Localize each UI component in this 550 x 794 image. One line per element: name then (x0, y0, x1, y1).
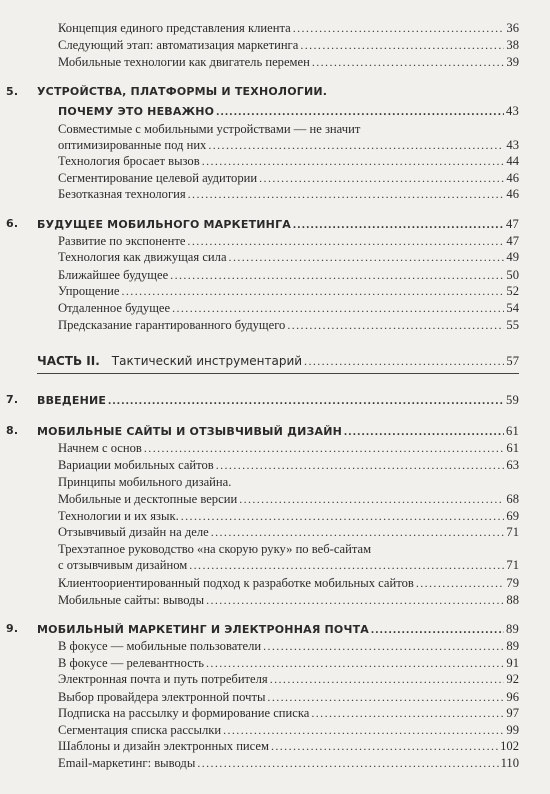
page-number: 89 (506, 639, 519, 653)
page-number: 57 (506, 354, 519, 368)
toc-entry-chap (6, 424, 519, 439)
toc-entry-sub (58, 593, 519, 608)
dot-leader (206, 593, 504, 608)
toc-entry-sub (58, 301, 519, 316)
toc-entry-title: МОБИЛЬНЫЕ САЙТЫ И ОТЗЫВЧИВЫЙ ДИЗАЙН (37, 425, 343, 438)
toc-entry-chap (6, 217, 519, 232)
dot-leader (122, 284, 505, 299)
toc-entry-title: Начнем с основ (58, 441, 142, 455)
dot-leader (188, 187, 505, 202)
toc-entry-part (37, 354, 519, 369)
toc-entry-title: В фокусе — мобильные пользователи (58, 639, 262, 653)
dot-leader (239, 492, 504, 507)
page-number: 88 (506, 593, 519, 607)
toc-entry-title: Безотказная технология (58, 187, 186, 201)
toc-entry-sub (58, 723, 519, 738)
toc-entry-sub (58, 441, 519, 456)
toc-entry-title: Клиентоориентированный подход к разработке мобильных сайтов (58, 576, 414, 590)
page-number: 97 (506, 706, 519, 720)
toc-entry-title: Совместимые с мобильными устройствами — не значит (58, 122, 361, 136)
page-number: 91 (506, 656, 519, 670)
page-number: 46 (506, 187, 519, 201)
dot-leader (270, 672, 505, 687)
dot-leader (206, 656, 504, 671)
toc-entry-chap (6, 85, 519, 98)
toc-entry-title: Технология бросает вызов (58, 154, 200, 168)
dot-leader (216, 458, 505, 473)
page-number: 68 (506, 492, 519, 506)
page-number: 49 (506, 250, 519, 264)
dot-leader (271, 739, 498, 754)
page-number: 44 (506, 154, 519, 168)
page-number: 47 (506, 217, 519, 231)
page-number: 46 (506, 171, 519, 185)
dot-leader (208, 138, 504, 153)
toc-entry-sub (58, 558, 519, 573)
dot-leader (267, 690, 504, 705)
toc-entry-sub (58, 154, 519, 169)
toc-entry-sub (58, 122, 519, 137)
dot-leader (263, 639, 504, 654)
chapter-number: 5. (6, 85, 19, 98)
page-number: 52 (506, 284, 519, 298)
dot-leader (189, 558, 504, 573)
toc-entry-title: Подписка на рассылку и формирование списка (58, 706, 310, 720)
toc-entry-title: Мобильные и десктопные версии (58, 492, 238, 506)
dot-leader (202, 154, 505, 169)
page-number: 61 (506, 441, 519, 455)
toc-entry-sub (58, 509, 519, 524)
page-number: 63 (506, 458, 519, 472)
page-number: 55 (506, 318, 519, 332)
toc-entry-title: Ближайшее будущее (58, 268, 169, 282)
toc-entry-sub (58, 187, 519, 202)
toc-entry-sub (58, 138, 519, 153)
toc-entry-sub (58, 38, 519, 53)
toc-entry-title: МОБИЛЬНЫЙ МАРКЕТИНГ И ЭЛЕКТРОННАЯ ПОЧТА (37, 623, 369, 636)
toc-entry-sub (58, 756, 519, 771)
page-number: 96 (506, 690, 519, 704)
dot-leader (304, 354, 504, 369)
toc-entry-sub (58, 492, 519, 507)
dot-leader (170, 268, 504, 283)
dot-leader (293, 217, 504, 232)
chapter-number: 8. (6, 424, 19, 437)
page-number: 38 (506, 38, 519, 52)
dot-leader (416, 576, 505, 591)
toc-entry-sub (58, 475, 519, 490)
toc-entry-sub (58, 639, 519, 654)
page-number: 89 (506, 622, 519, 636)
toc-entry-sub (58, 318, 519, 333)
page-number: 50 (506, 268, 519, 282)
page-number: 71 (506, 525, 519, 539)
toc-entry-title: Развитие по экспоненте (58, 234, 186, 248)
toc-entry-chap (6, 393, 519, 408)
toc-entry-title: ПОЧЕМУ ЭТО НЕВАЖНО (58, 105, 215, 118)
dot-leader (187, 234, 504, 249)
toc-entry-sub (58, 576, 519, 591)
page-number: 79 (506, 576, 519, 590)
toc-entry-title: оптимизированные под них (58, 138, 207, 152)
dot-leader (223, 723, 504, 738)
dot-leader (371, 622, 504, 637)
page-number: 110 (500, 756, 519, 770)
dot-leader (216, 104, 504, 119)
toc-entry-title: Email-маркетинг: выводы (58, 756, 196, 770)
dot-leader (197, 756, 498, 771)
page-number: 39 (506, 55, 519, 69)
toc-entry-title: Концепция единого представления клиента (58, 21, 291, 35)
toc-entry-sub (58, 542, 519, 557)
dot-leader (211, 525, 505, 540)
page-number: 69 (506, 509, 519, 523)
chapter-number: 6. (6, 217, 19, 230)
toc-entry-sub (58, 171, 519, 186)
page-number: 99 (506, 723, 519, 737)
dot-leader (259, 171, 504, 186)
toc-entry-title: В фокусе — релевантность (58, 656, 205, 670)
page-number: 92 (506, 672, 519, 686)
page-number: 47 (506, 234, 519, 248)
dot-leader (287, 318, 504, 333)
toc-entry-sub (58, 284, 519, 299)
toc-entry-sub (58, 706, 519, 721)
toc-entry-title: Мобильные сайты: выводы (58, 593, 205, 607)
toc-entry-title: Следующий этап: автоматизация маркетинга (58, 38, 299, 52)
toc-entry-sub (58, 268, 519, 283)
toc-entry-title: Электронная почта и путь потребителя (58, 672, 268, 686)
part-divider-rule (37, 373, 519, 374)
toc-entry-title: с отзывчивым дизайном (58, 558, 188, 572)
page-number: 61 (506, 424, 519, 438)
page-number: 43 (506, 138, 519, 152)
page-number: 102 (500, 739, 519, 753)
part-label: ЧАСТЬ II. (37, 354, 100, 368)
toc-entry-sub (58, 739, 519, 754)
dot-leader (293, 21, 505, 36)
toc-entry-chap (6, 622, 519, 637)
page-number: 54 (506, 301, 519, 315)
toc-entry-sub (58, 21, 519, 36)
toc-entry-sub (58, 656, 519, 671)
toc-entry-title: УСТРОЙСТВА, ПЛАТФОРМЫ И ТЕХНОЛОГИИ. (37, 85, 328, 98)
page-number: 43 (506, 104, 519, 118)
toc-entry-title: Тактический инструментарий (111, 354, 303, 368)
toc-entry-sub (58, 690, 519, 705)
toc-entry-title: Отзывчивый дизайн на деле (58, 525, 209, 539)
toc-entry-sub (58, 250, 519, 265)
toc-entry-title: Отдаленное будущее (58, 301, 171, 315)
toc-entry-title: Сегментация списка рассылки (58, 723, 222, 737)
toc-entry-sub (58, 55, 519, 70)
dot-leader (312, 55, 505, 70)
chapter-number: 7. (6, 393, 19, 406)
dot-leader (229, 250, 505, 265)
toc-entry-sub (58, 672, 519, 687)
toc-entry-title: Упрощение (58, 284, 120, 298)
page-number: 36 (506, 21, 519, 35)
toc-entry-sub (58, 458, 519, 473)
toc-entry-title: Выбор провайдера электронной почты (58, 690, 266, 704)
toc-entry-title: ВВЕДЕНИЕ (37, 394, 107, 407)
toc-entry-title: Мобильные технологии как двигатель перемен (58, 55, 310, 69)
dot-leader (344, 424, 504, 439)
dot-leader (300, 38, 504, 53)
toc-entry-sub (58, 234, 519, 249)
toc-entry-sub (58, 525, 519, 540)
toc-entry-title: Вариации мобильных сайтов (58, 458, 214, 472)
dot-leader (172, 301, 504, 316)
dot-leader (144, 441, 505, 456)
dot-leader (108, 393, 504, 408)
toc-entry-title: Шаблоны и дизайн электронных писем (58, 739, 269, 753)
toc-entry-chap (58, 104, 519, 119)
toc-entry-title: Сегментирование целевой аудитории (58, 171, 258, 185)
page-number: 59 (506, 393, 519, 407)
toc-entry-title: Технология как движущая сила (58, 250, 227, 264)
page-number: 71 (506, 558, 519, 572)
dot-leader (311, 706, 504, 721)
chapter-number: 9. (6, 622, 19, 635)
toc-entry-title: Трехэтапное руководство «на скорую руку» по веб-сайтам (58, 542, 372, 556)
dot-leader (181, 509, 505, 524)
toc-entry-title: Технологии и их язык. (58, 509, 179, 523)
toc-entry-title: Предсказание гарантированного будущего (58, 318, 286, 332)
toc-entry-title: Принципы мобильного дизайна. (58, 475, 232, 489)
toc-entry-title: БУДУЩЕЕ МОБИЛЬНОГО МАРКЕТИНГА (37, 218, 292, 231)
